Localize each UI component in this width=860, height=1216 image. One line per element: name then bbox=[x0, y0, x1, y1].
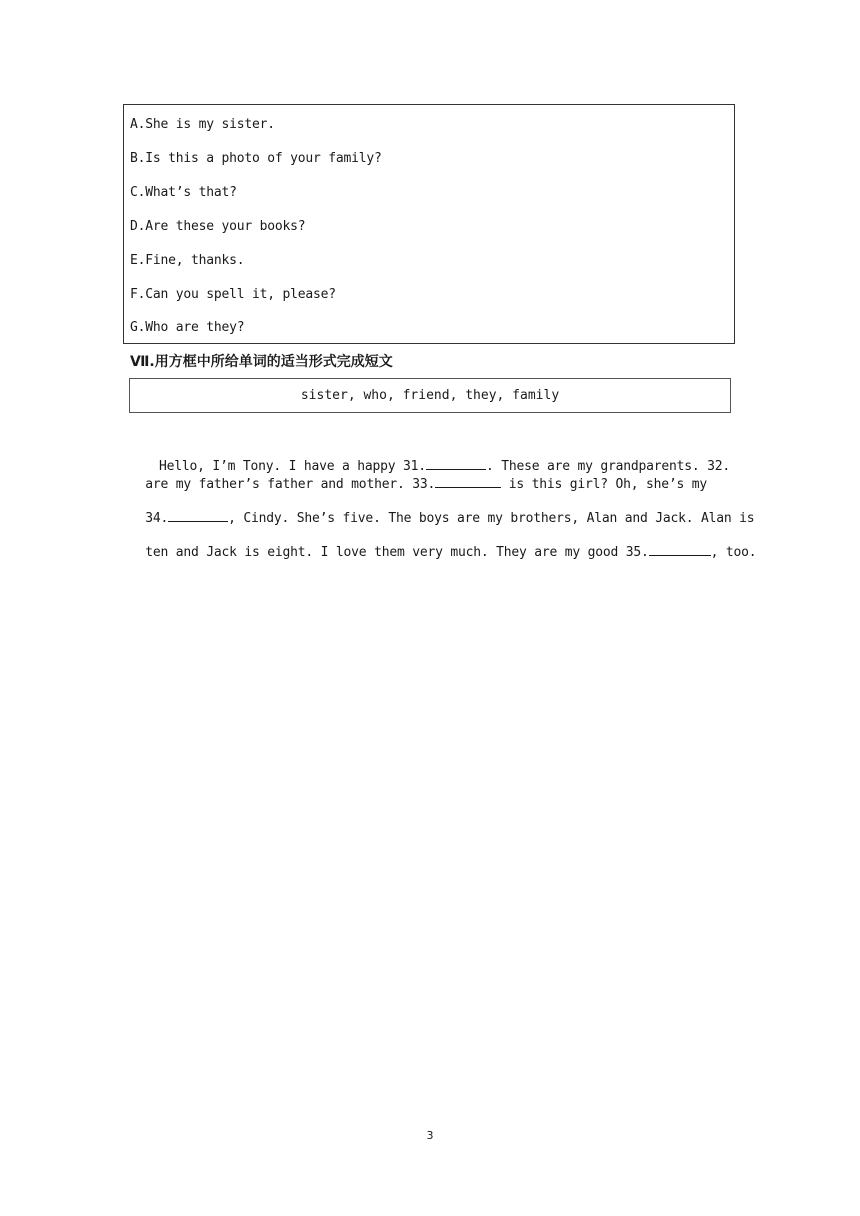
page-number: 3 bbox=[426, 1129, 434, 1142]
word-list: sister, who, friend, they, family bbox=[300, 388, 560, 403]
section-title: Ⅶ.用方框中所给单词的适当形式完成短文 bbox=[130, 354, 393, 370]
blank-33[interactable] bbox=[435, 474, 501, 488]
blank-34[interactable] bbox=[168, 508, 228, 522]
word-box bbox=[129, 378, 731, 413]
options-box bbox=[123, 104, 735, 344]
option-g: G.Who are they? bbox=[130, 320, 245, 335]
passage-line-3 bbox=[130, 492, 755, 527]
passage-line-4 bbox=[130, 526, 757, 561]
option-c: C.What’s that? bbox=[130, 185, 237, 200]
option-a: A.She is my sister. bbox=[130, 117, 275, 132]
passage-text: Hello, I’m Tony. I have a happy 31. bbox=[159, 459, 426, 474]
option-b: B.Is this a photo of your family? bbox=[130, 151, 382, 166]
blank-35[interactable] bbox=[649, 542, 711, 556]
option-f: F.Can you spell it, please? bbox=[130, 287, 336, 302]
passage-text: , Cindy. She’s five. The boys are my brothers, Alan and Jack. Alan is bbox=[228, 511, 755, 526]
passage-line-2 bbox=[130, 458, 730, 493]
passage-text: , too. bbox=[710, 545, 757, 560]
option-e: E.Fine, thanks. bbox=[130, 253, 245, 268]
passage-text: . These are my grandparents. 32. bbox=[485, 459, 730, 474]
option-d: D.Are these your books? bbox=[130, 219, 306, 234]
passage-text: ten and Jack is eight. I love them very much. They are my good 35. bbox=[145, 545, 649, 560]
passage-text: is this girl? Oh, she’s my bbox=[501, 477, 708, 492]
passage-text: 34. bbox=[145, 511, 169, 526]
passage-text: are my father’s father and mother. 33. bbox=[145, 477, 436, 492]
